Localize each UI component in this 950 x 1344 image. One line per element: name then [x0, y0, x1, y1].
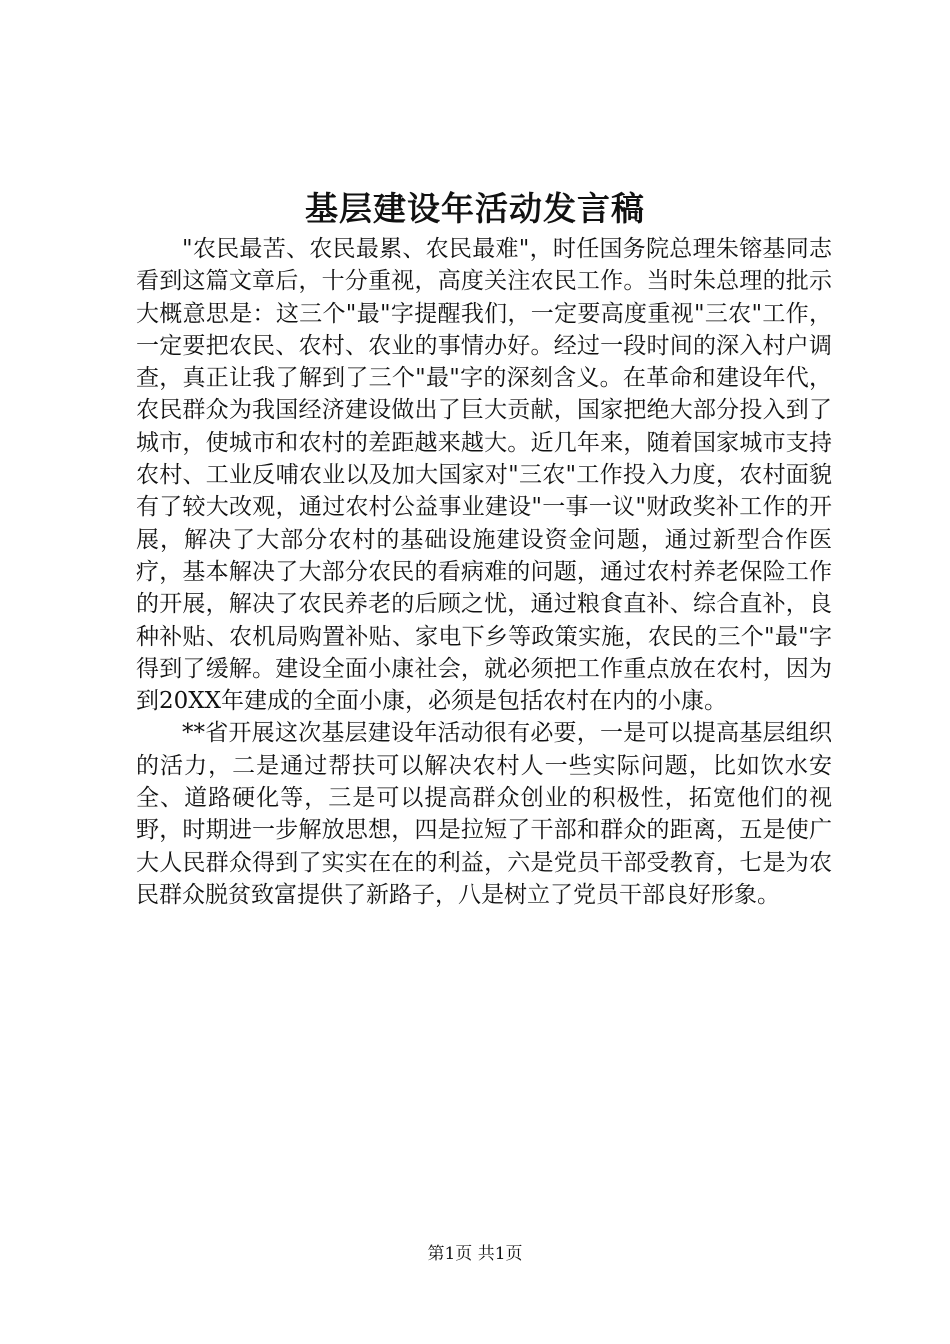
page-footer: 第1页 共1页 — [427, 1244, 523, 1264]
paragraph-1: "农民最苦、农民最累、农民最难"，时任国务院总理朱镕基同志看到这篇文章后，十分重视，高度关注农民工作。当时朱总理的批示大概意思是：这三个"最"字提醒我们，一定要高度重视"三农"工作，一定要把农民、农村、农业的事情办好。经过一段时间的深入村户调查，真正让我了解到了三个"最"字的深刻含义。在革命和建设年代，农民群众为我国经济建设做出了巨大贡献，国家把绝大部分投入到了城市，使城市和农村的差距越来越大。近几年来，随着国家城市支持农村、工业反哺农业以及加大国家对"三农"工作投入力度，农村面貌有了较大改观，通过农村公益事业建设"一事一议"财政奖补工作的开展，解决了大部分农村的基础设施建设资金问题，通过新型合作医疗，基本解决了大部分农民的看病难的问题，通过农村养老保险工作的开展，解决了农民养老的后顾之忧，通过粮食直补、综合直补，良种补贴、农机局购置补贴、家电下乡等政策实施，农民的三个"最"字得到了缓解。建设全面小康社会，就必须把工作重点放在农村，因为到20XX年建成的全面小康，必须是包括农村在内的小康。 — [136, 236, 832, 715]
document-title: 基层建设年活动发言稿 — [305, 189, 645, 228]
document-body — [136, 233, 832, 911]
paragraph-2: **省开展这次基层建设年活动很有必要，一是可以提高基层组织的活力，二是通过帮扶可以解决农村人一些实际问题，比如饮水安全、道路硬化等，三是可以提高群众创业的积极性，拓宽他们的视野，时期进一步解放思想，四是拉短了干部和群众的距离，五是使广大人民群众得到了实实在在的利益，六是党员干部受教育，七是为农民群众脱贫致富提供了新路子，八是树立了党员干部良好形象。 — [136, 720, 832, 908]
